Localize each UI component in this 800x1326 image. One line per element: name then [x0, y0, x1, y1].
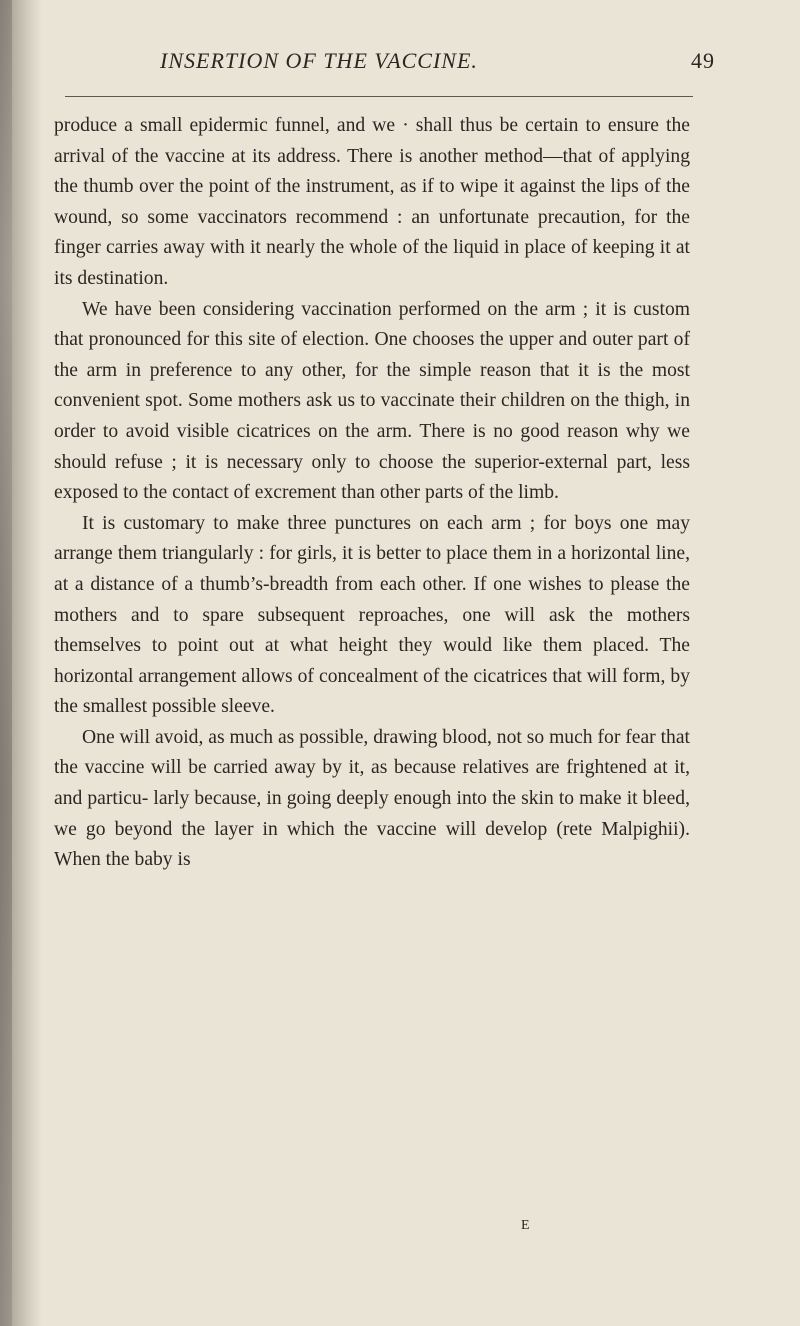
page-title: INSERTION OF THE VACCINE.: [160, 48, 478, 73]
page-body: [54, 111, 690, 876]
signature-mark: E: [521, 1218, 531, 1233]
binding-edge: [0, 0, 12, 1326]
running-header: [160, 48, 720, 74]
header-rule: [65, 96, 693, 97]
paragraph-punctures: It is customary to make three punctures on each arm ; for boys one may arrange them triangularly : for girls, it is better to place them in a horizontal line, at a distance of a thumb’s-breadth from each other. If one wishes to please the mothers and to spare subsequent reproaches, one will ask the mothers themselves to point out at what height they would like them placed. The horizontal arrangement allows of concealment of the cicatrices that will form, by the smallest possible sleeve.: [54, 512, 690, 718]
page-number: 49: [691, 48, 715, 73]
paragraph-continuation: produce a small epidermic funnel, and we · shall thus be certain to ensure the arrival of the vaccine at its address. There is another method—that of applying the thumb over the point of the instrument, as if to wipe it against the lips of the wound, so some vaccinators recommend : an unfortunate precaution, for the finger carries away with it nearly the whole of the liquid in place of keeping it at its destination.: [54, 115, 690, 289]
paragraph-site-of-vaccination: We have been considering vaccination performed on the arm ; it is custom that pronounced for this site of election. One chooses the upper and outer part of the arm in preference to any other, for the simple reason that it is the most convenient spot. Some mothers ask us to vaccinate their children on the thigh, in order to avoid visible cicatrices on the arm. There is no good reason why we should refuse ; it is necessary only to choose the superior-external part, less exposed to the contact of excrement than other parts of the limb.: [54, 298, 690, 504]
paragraph-blood: One will avoid, as much as possible, drawing blood, not so much for fear that the vaccine will be carried away by it, as because relatives are frightened at it, and particu- larly because, in going deeply enough into the skin to make it bleed, we go beyond the layer in which the vaccine will develop (rete Malpighii). When the baby is: [54, 726, 690, 871]
